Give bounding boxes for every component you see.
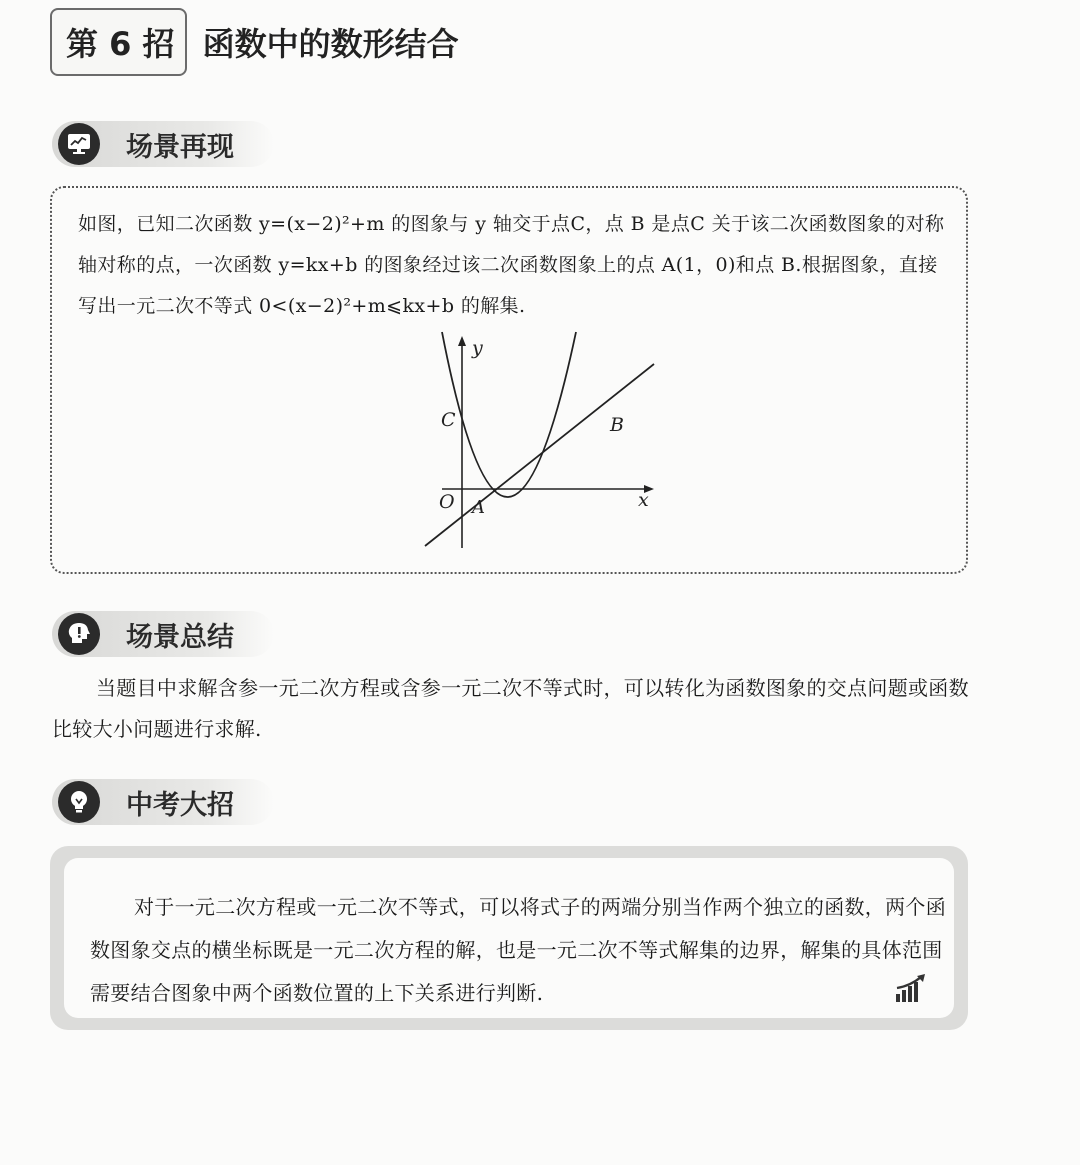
point-c-label: C: [441, 409, 456, 431]
growth-chart-icon: [894, 972, 928, 1004]
point-b-label: B: [610, 414, 624, 436]
section-label-scene: 场景再现: [126, 131, 234, 163]
tip-inner-panel: [64, 858, 954, 1018]
page-header: [50, 8, 459, 76]
section-header-summary: [52, 608, 274, 660]
section-pill: [52, 779, 274, 825]
tip-box: [50, 846, 968, 1030]
y-axis-label: y: [472, 337, 483, 359]
function-graph: [422, 330, 672, 555]
summary-text: 当题目中求解含参一元二次方程或含参一元二次不等式时，可以转化为函数图象的交点问题或函数比较大小问题进行求解.: [52, 676, 969, 741]
head-exclamation-icon: [58, 613, 100, 655]
chapter-number-badge: 第 6 招: [50, 8, 187, 76]
origin-label: O: [439, 491, 455, 513]
linear-function-line: [425, 364, 654, 546]
section-label-tip: 中考大招: [126, 789, 234, 821]
y-axis-arrow: [458, 336, 466, 346]
page-title: 函数中的数形结合: [202, 25, 459, 63]
x-axis-label: x: [638, 489, 649, 511]
point-a-label: A: [472, 497, 485, 518]
lightbulb-icon: [58, 781, 100, 823]
chart-monitor-icon: [58, 123, 100, 165]
section-pill: [52, 121, 274, 167]
tip-text: 对于一元二次方程或一元二次不等式，可以将式子的两端分别当作两个独立的函数，两个函数图象交点的横坐标既是一元二次方程的解，也是一元二次不等式解集的边界，解集的具体范围需要结合图象中两个函数位置的上下关系进行判断.: [90, 895, 946, 1005]
section-label-summary: 场景总结: [126, 621, 234, 653]
section-header-tip: [52, 776, 274, 828]
problem-text: 如图，已知二次函数 y=(x−2)²+m 的图象与 y 轴交于点C，点 B 是点C 关于该二次函数图象的对称轴对称的点，一次函数 y=kx+b 的图象经过该二次函数图象上的点 A(1，0)和点 B.根据图象，直接写出一元二次不等式 0<(x−2)²+m⩽kx+b 的解集.: [78, 213, 945, 317]
section-header-scene: [52, 118, 274, 170]
section-pill: [52, 611, 274, 657]
problem-box: [50, 186, 968, 574]
